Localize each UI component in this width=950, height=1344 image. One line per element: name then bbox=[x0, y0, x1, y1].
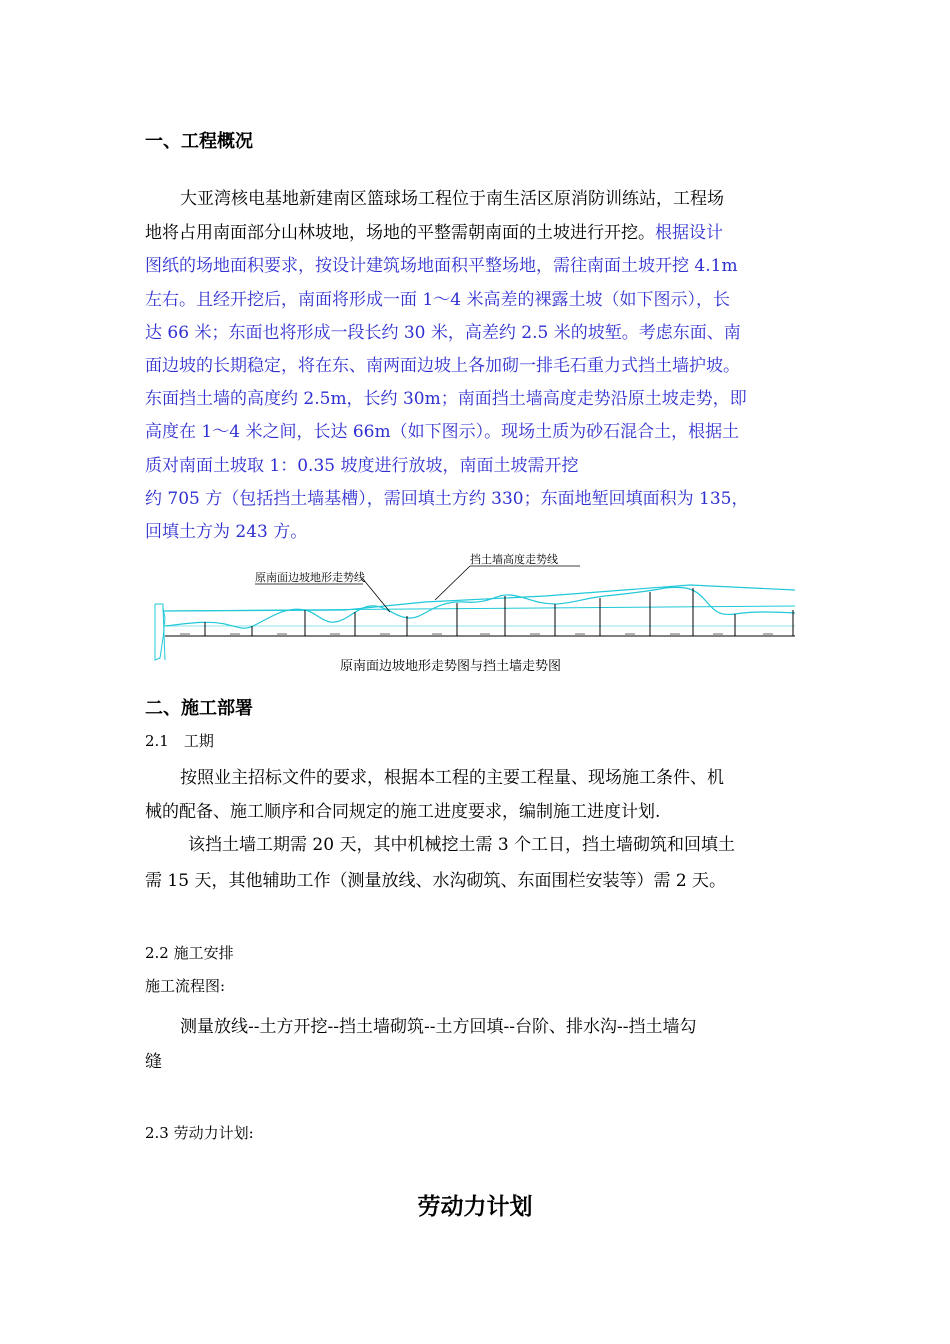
para-text-blue: 根据设计 bbox=[655, 223, 723, 243]
terrain-trend-line bbox=[165, 587, 795, 628]
para-text: 地将占用南面部分山林坡地，场地的平整需朝南面的土坡进行开挖。 bbox=[145, 223, 655, 243]
wall-label: 挡土墙高度走势线 bbox=[470, 553, 558, 566]
section-heading-deployment: 二、施工部署 bbox=[145, 698, 253, 719]
para-line: 面边坡的长期稳定，将在东、南两面边坡上各加砌一排毛石重力式挡土墙护坡。 bbox=[145, 356, 740, 376]
para-line: 回填土方为 243 方。 bbox=[145, 522, 308, 542]
flow-chart-label: 施工流程图: bbox=[145, 977, 226, 995]
para-line: 高度在 1～4 米之间，长达 66m（如下图示）。现场土质为砂石混合土，根据土 bbox=[145, 422, 740, 442]
para-line: 达 66 米；东面也将形成一段长约 30 米，高差约 2.5 米的坡堑。考虑东面、南 bbox=[145, 323, 741, 343]
schedule-para-line: 按照业主招标文件的要求，根据本工程的主要工程量、现场施工条件、机 bbox=[180, 768, 724, 788]
schedule-para-line: 需 15 天，其他辅助工作（测量放线、水沟砌筑、东面围栏安装等）需 2 天。 bbox=[145, 871, 727, 891]
wall-leader-line bbox=[435, 566, 470, 600]
schedule-para-line: 该挡土墙工期需 20 天，其中机械挖土需 3 个工日，挡土墙砌筑和回填土 bbox=[188, 835, 736, 855]
subsection-title-arrangement: 2.2 施工安排 bbox=[145, 944, 234, 962]
flow-line: 测量放线--土方开挖--挡土墙砌筑--土方回填--台阶、排水沟--挡土墙勾 bbox=[180, 1017, 697, 1037]
para-line: 大亚湾核电基地新建南区篮球场工程位于南生活区原消防训练站，工程场 bbox=[180, 189, 724, 209]
figure-caption: 原南面边坡地形走势图与挡土墙走势图 bbox=[340, 659, 562, 674]
para-line bbox=[145, 218, 723, 243]
para-line: 左右。且经开挖后，南面将形成一面 1～4 米高差的裸露土坡（如下图示），长 bbox=[145, 290, 730, 310]
schedule-para-line: 械的配备、施工顺序和合同规定的施工进度要求，编制施工进度计划. bbox=[145, 802, 661, 822]
terrain-label: 原南面边坡地形走势线 bbox=[255, 571, 365, 584]
para-line: 东面挡土墙的高度约 2.5m，长约 30m；南面挡土墙高度走势沿原土坡走势，即 bbox=[145, 389, 747, 409]
section-heading-overview: 一、工程概况 bbox=[145, 131, 253, 152]
subsection-title-schedule: 2.1 工期 bbox=[145, 732, 214, 750]
flow-line: 缝 bbox=[145, 1052, 162, 1072]
para-line: 图纸的场地面积要求，按设计建筑场地面积平整场地，需往南面土坡开挖 4.1m bbox=[145, 256, 738, 276]
labor-plan-title: 劳动力计划 bbox=[417, 1193, 533, 1220]
subsection-title-labor: 2.3 劳动力计划: bbox=[145, 1124, 254, 1142]
para-line: 质对南面土坡取 1：0.35 坡度进行放坡，南面土坡需开挖 bbox=[145, 456, 579, 476]
para-line: 约 705 方（包括挡土墙基槽），需回填土方约 330；东面地堑回填面积为 135， bbox=[145, 489, 749, 509]
section-posts bbox=[205, 588, 793, 636]
